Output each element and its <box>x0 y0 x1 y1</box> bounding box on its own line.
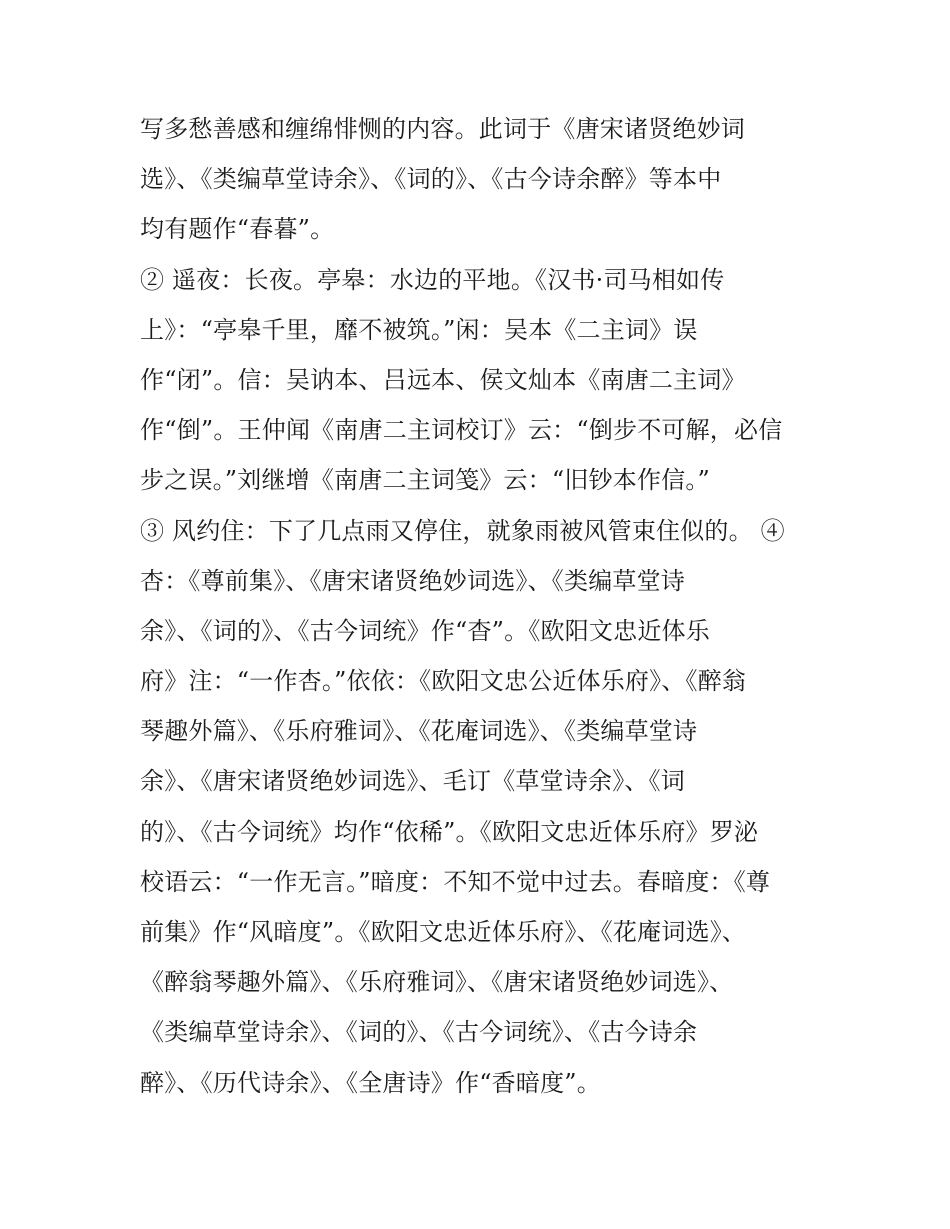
text-line: ③ 风约住：下了几点雨又停住，就象雨被风管束住似的。 ④ <box>140 516 785 545</box>
text-line: 作“闭”。信：吴讷本、吕远本、侯文灿本《南唐二主词》 <box>140 365 746 394</box>
text-line: 校语云：“一作无言。”暗度：不知不觉中过去。春暗度：《尊 <box>140 867 771 896</box>
text-line: 写多愁善感和缠绵悱恻的内容。此词于《唐宋诸贤绝妙词 <box>140 115 745 143</box>
text-line: 府》注：“一作杏。”依依：《欧阳文忠公近体乐府》、《醉翁 <box>140 667 747 696</box>
annotation-text <box>140 104 840 1108</box>
text-line: 上》：“亭皋千里，靡不被筑。”闲：吴本《二主词》误 <box>140 315 698 344</box>
text-line: 余》、《唐宋诸贤绝妙词选》、毛订《草堂诗余》、《词 <box>140 767 685 796</box>
text-line: 的》、《古今词统》均作“依稀”。《欧阳文忠近体乐府》罗泌 <box>140 817 759 846</box>
text-line: 步之误。”刘继增《南唐二主词笺》云：“旧钞本作信。” <box>140 466 711 495</box>
text-line: 作“倒”。王仲闻《南唐二主词校订》云：“倒步不可解，必信 <box>140 416 783 445</box>
text-line: 前集》作“风暗度”。《欧阳文忠近体乐府》、《花庵词选》、 <box>140 918 747 946</box>
text-line: 《类编草堂诗余》、《词的》、《古今词统》、《古今诗余 <box>140 1018 698 1047</box>
text-line: 《醉翁琴趣外篇》、《乐府雅词》、《唐宋诸贤绝妙词选》、 <box>140 968 734 997</box>
text-line: 余》、《词的》、《古今词统》作“杳”。《欧阳文忠近体乐 <box>140 616 710 645</box>
text-line: 醉》、《历代诗余》、《全唐诗》作“香暗度”。 <box>140 1068 601 1097</box>
text-line: ② 遥夜：长夜。亭皋：水边的平地。《汉书·司马相如传 <box>140 265 725 294</box>
text-line: 杏：《尊前集》、《唐宋诸贤绝妙词选》、《类编草堂诗 <box>140 566 685 595</box>
text-line: 均有题作“春暮”。 <box>140 215 335 244</box>
text-line: 选》、《类编草堂诗余》、《词的》、《古今诗余醉》等本中 <box>140 165 722 194</box>
text-line: 琴趣外篇》、《乐府雅词》、《花庵词选》、《类编草堂诗 <box>140 717 698 746</box>
